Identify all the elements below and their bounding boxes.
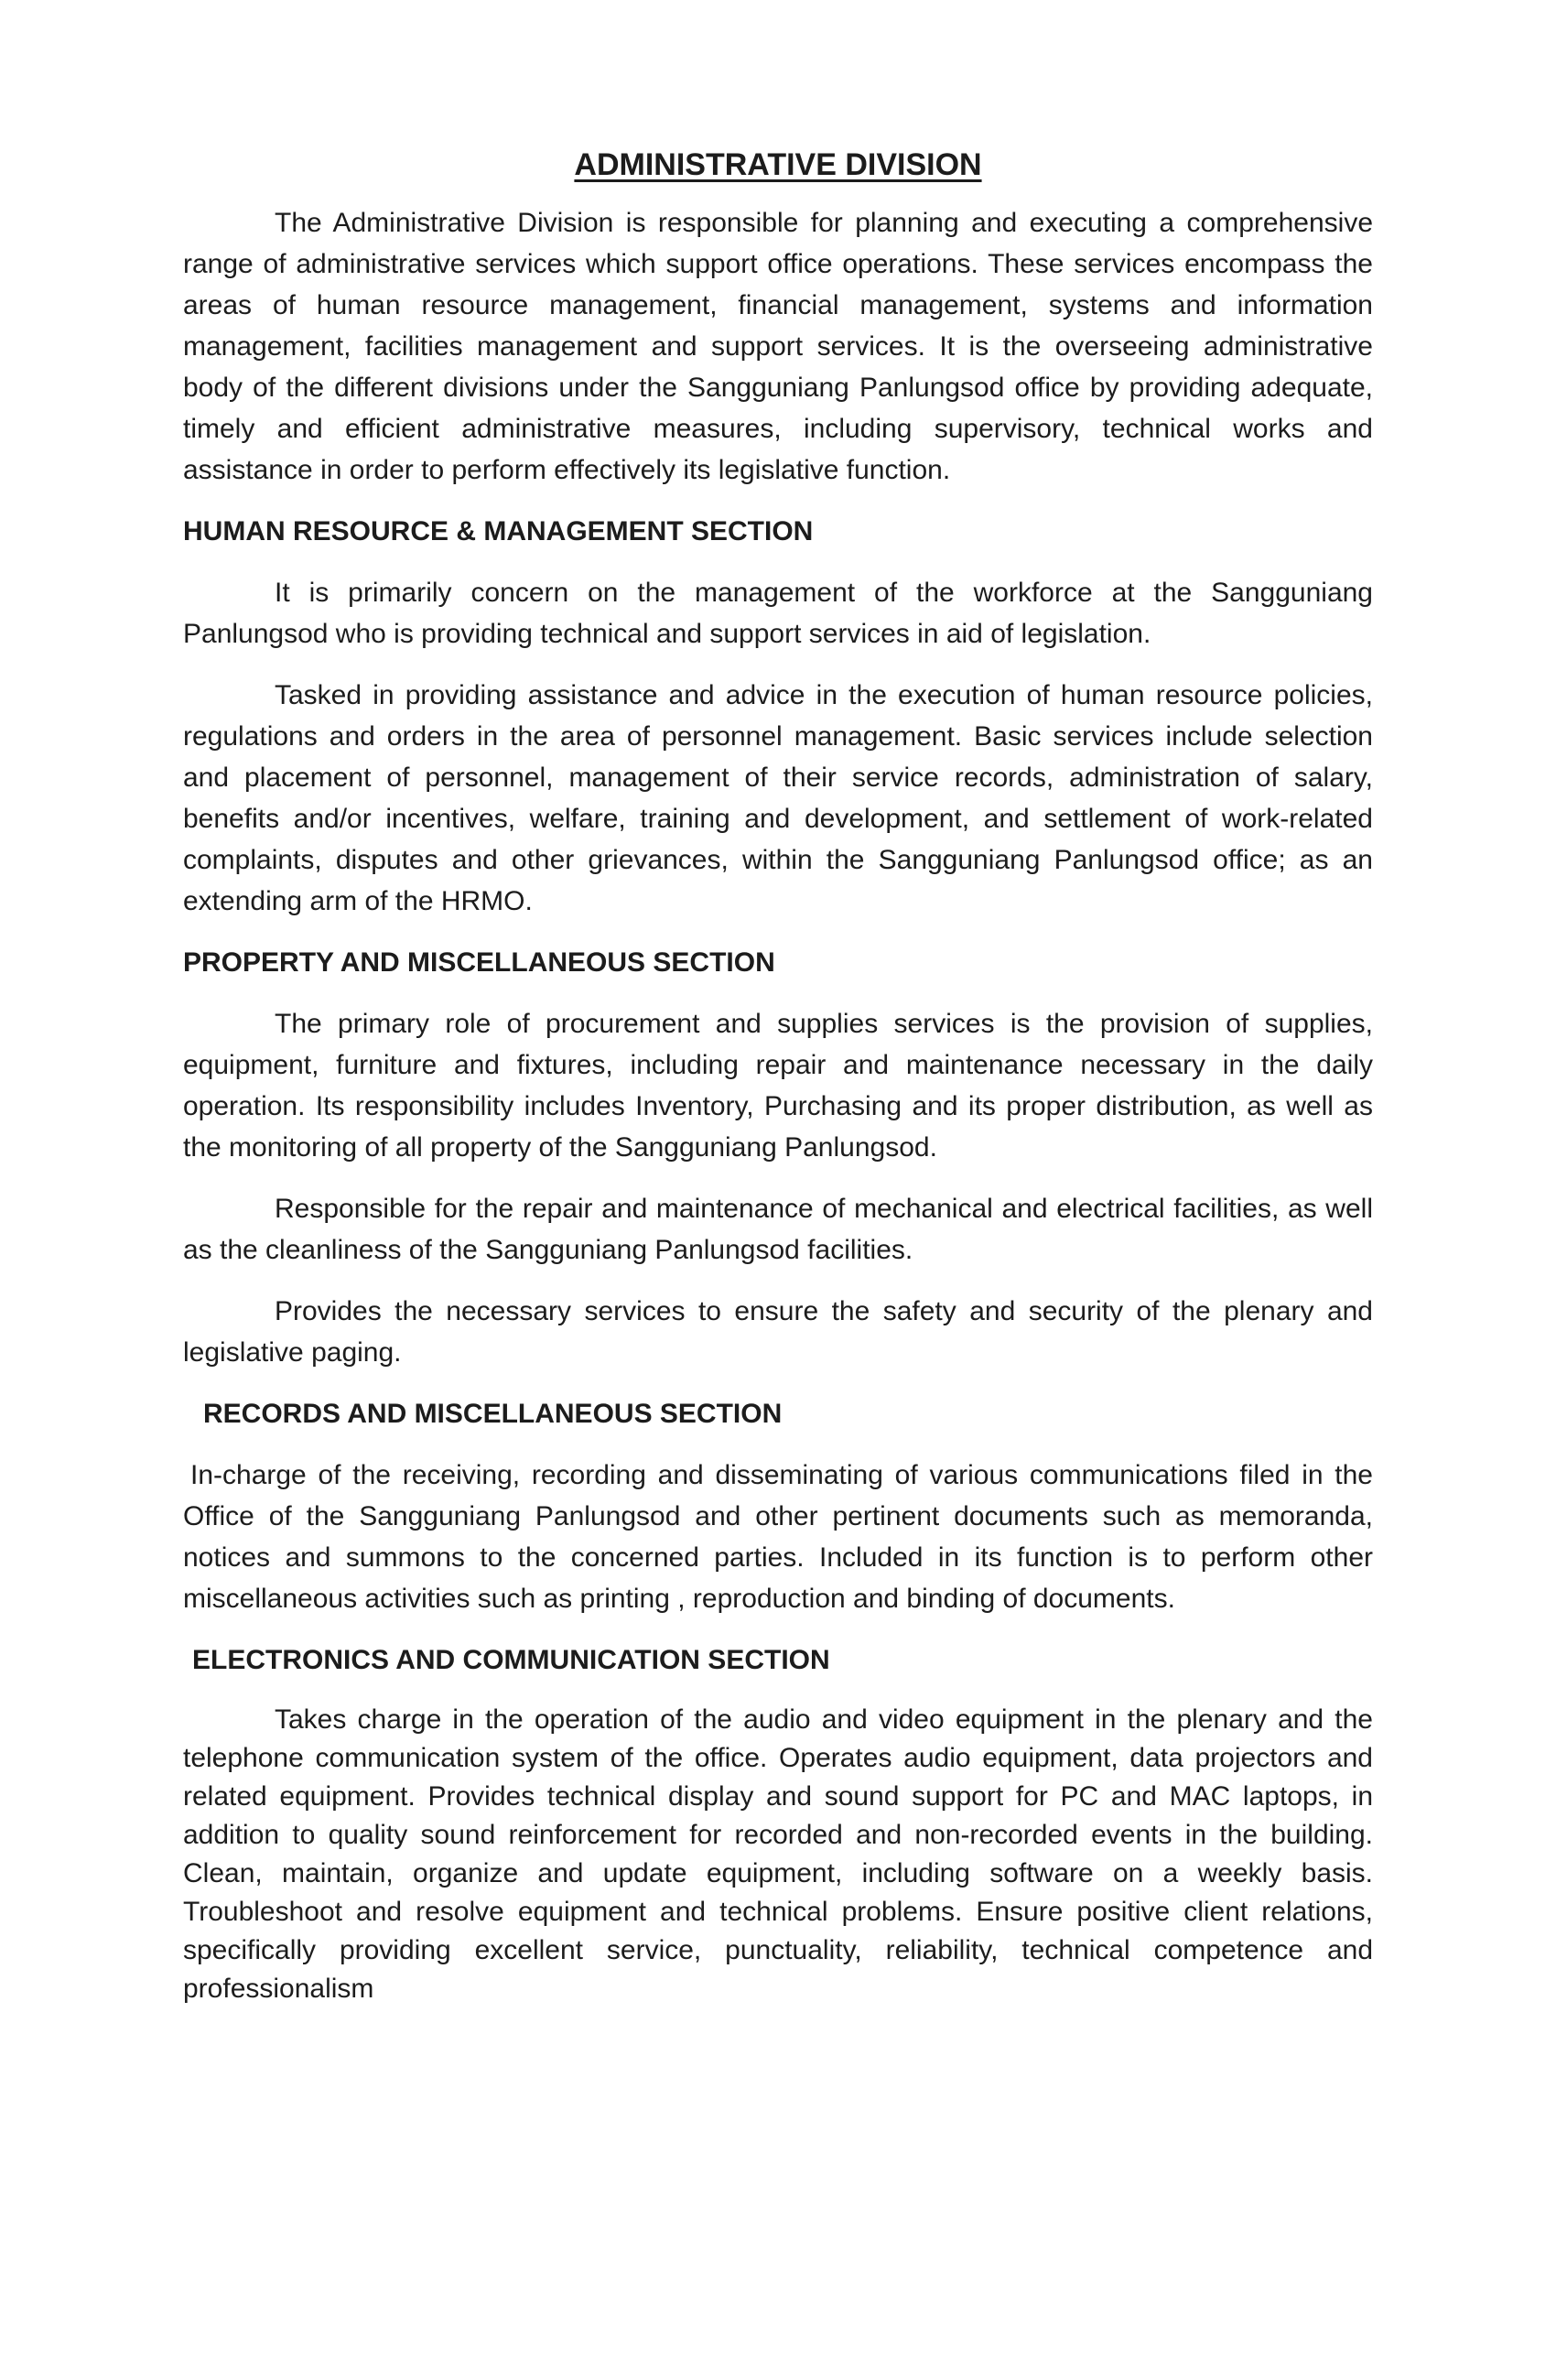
property-paragraph-3: Provides the necessary services to ensure the safety and security of the plenary and legislative paging. (183, 1295, 1373, 1368)
section-heading-property: PROPERTY AND MISCELLANEOUS SECTION (183, 947, 775, 978)
electronics-paragraph-1: Takes charge in the operation of the audio and video equipment in the plenary and the telephone communication system of the office. Operates audio equipment, data projectors and related equipment. Provides technical display and sound support for PC and MAC laptops, in addition to quality sound reinforcement for recorded and non-recorded events in the building. Clean, maintain, organize and update equipment, including software on a weekly basis. Troubleshoot and resolve equipment and technical problems. Ensure positive client relations, specifically providing excellent service, punctuality, reliability, technical competence and professionalism (183, 1704, 1373, 2004)
records-paragraph-1: In-charge of the receiving, recording and disseminating of various communications filed in the Office of the Sangguniang Panlungsod and other pertinent documents such as memoranda, notices and summons to the concerned parties. Included in its function is to perform other miscellaneous activities such as printing , reproduction and binding of documents. (183, 1459, 1373, 1614)
property-paragraph-1: The primary role of procurement and supplies services is the provision of supplies, equipment, furniture and fixtures, including repair and maintenance necessary in the daily operation. Its responsibility includes Inventory, Purchasing and its proper distribution, as well as the monitoring of all property of the Sangguniang Panlungsod. (183, 1008, 1373, 1163)
section-heading-records: RECORDS AND MISCELLANEOUS SECTION (203, 1398, 783, 1429)
hr-paragraph-1: It is primarily concern on the management of the workforce at the Sangguniang Panlungsod who is providing technical and support services in aid of legislation. (183, 577, 1373, 649)
document-page (183, 146, 1373, 2008)
page-title: ADMINISTRATIVE DIVISION (574, 147, 982, 182)
section-heading-electronics: ELECTRONICS AND COMMUNICATION SECTION (192, 1644, 830, 1675)
hr-paragraph-2: Tasked in providing assistance and advice in the execution of human resource policies, regulations and orders in the area of personnel management. Basic services include selection and placement of personnel, management of their service records, administration of salary, benefits and/or incentives, welfare, training and development, and settlement of work-related complaints, disputes and other grievances, within the Sangguniang Panlungsod office; as an extending arm of the HRMO. (183, 679, 1373, 916)
property-paragraph-2: Responsible for the repair and maintenance of mechanical and electrical facilities, as well as the cleanliness of the Sangguniang Panlungsod facilities. (183, 1193, 1373, 1265)
section-heading-hr: HUMAN RESOURCE & MANAGEMENT SECTION (183, 515, 814, 546)
intro-paragraph: The Administrative Division is responsible for planning and executing a comprehensive range of administrative services which support office operations. These services encompass the areas of human resource management, financial management, systems and information management, facilities management and support services. It is the overseeing administrative body of the different divisions under the Sangguniang Panlungsod office by providing adequate, timely and efficient administrative measures, including supervisory, technical works and assistance in order to perform effectively its legislative function. (183, 207, 1373, 485)
